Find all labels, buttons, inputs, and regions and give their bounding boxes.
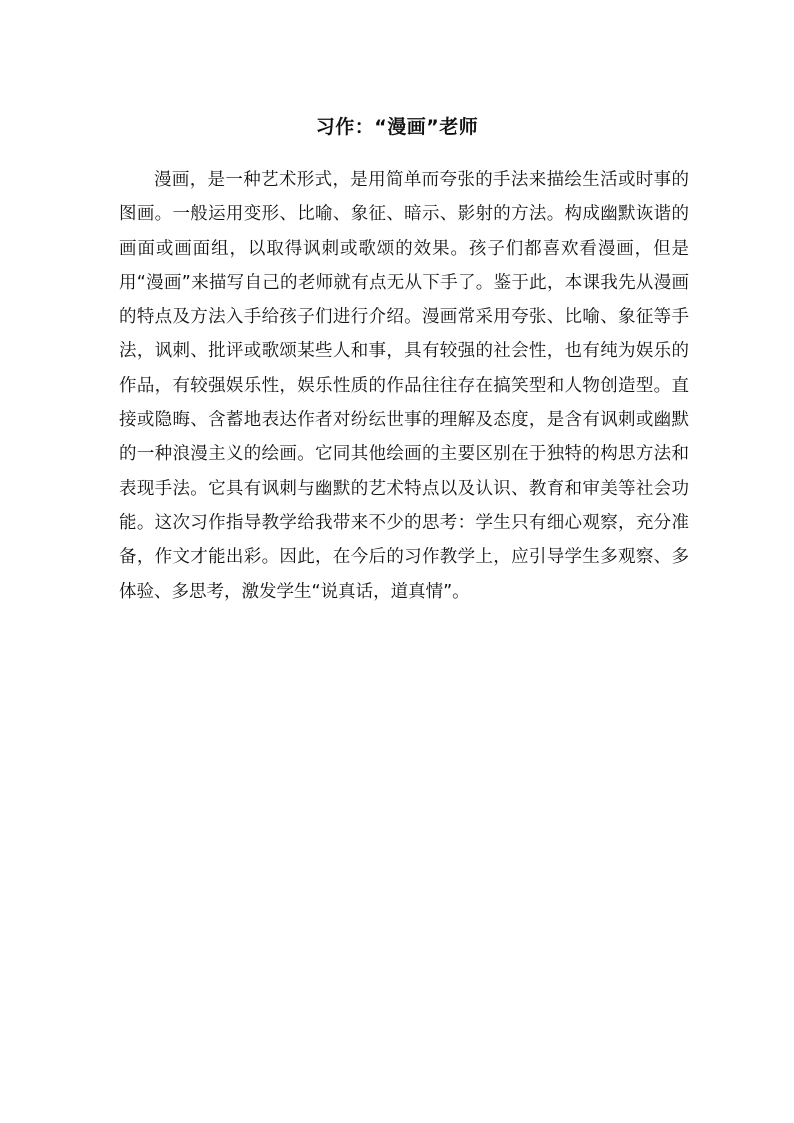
body-paragraph: 漫画，是一种艺术形式，是用简单而夸张的手法来描绘生活或时事的图画。一般运用变形、比喻、象征、暗示、影射的方法。构成幽默诙谐的画面或画面组，以取得讽刺或歌颂的效果。孩子们都喜欢看漫画，但是用“漫画”来描写自己的老师就有点无从下手了。鉴于此，本课我先从漫画的特点及方法入手给孩子们进行介绍。漫画常采用夸张、比喻、象征等手法，讽刺、批评或歌颂某些人和事，具有较强的社会性，也有纯为娱乐的作品，有较强娱乐性，娱乐性质的作品往往存在搞笑型和人物创造型。直接或隐晦、含蓄地表达作者对纷纭世事的理解及态度，是含有讽刺或幽默的一种浪漫主义的绘画。它同其他绘画的主要区别在于独特的构思方法和表现手法。它具有讽刺与幽默的艺术特点以及认识、教育和审美等社会功能。这次习作指导教学给我带来不少的思考：学生只有细心观察，充分准备，作文才能出彩。因此，在今后的习作教学上，应引导学生多观察、多体验、多思考，激发学生“说真话，道真情”。 bbox=[119, 170, 689, 602]
document-title: 习作：“漫画”老师 bbox=[315, 116, 479, 138]
